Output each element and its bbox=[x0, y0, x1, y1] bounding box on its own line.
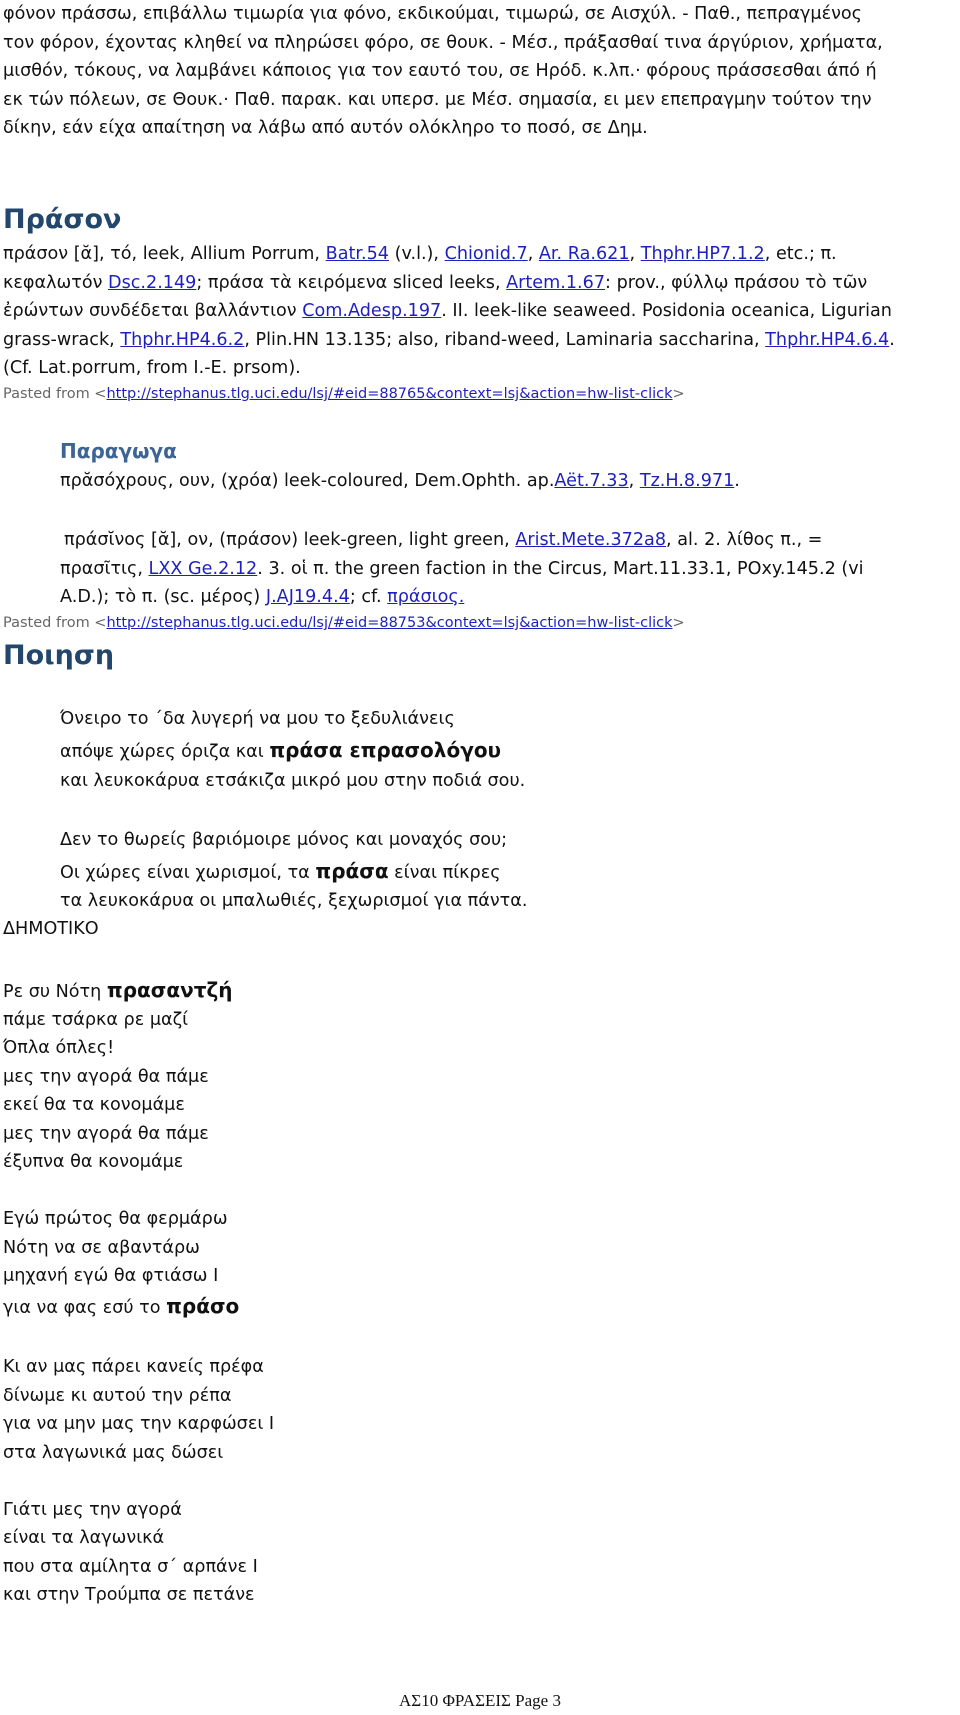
poem-line bbox=[60, 736, 501, 767]
song-line bbox=[3, 1292, 239, 1323]
prason-line-4 bbox=[3, 326, 895, 355]
song-line: πάμε τσάρκα ρε μαζί bbox=[3, 1010, 189, 1030]
heading-prason: Πράσον bbox=[3, 204, 122, 235]
prason-text: ; πράσα τὰ κειρόμενα sliced leeks, bbox=[196, 273, 507, 293]
ref-link[interactable]: Ar. Ra.621 bbox=[538, 244, 630, 264]
ref-link[interactable]: Thphr.HP4.6.4 bbox=[765, 330, 890, 350]
song-line: στα λαγωνικά μας δώσει bbox=[3, 1443, 224, 1463]
entry-text: , al. 2. λίθος π., = bbox=[666, 530, 823, 550]
ref-link[interactable]: Arist.Mete.372a8 bbox=[515, 530, 667, 550]
prason-text: grass-wrack, bbox=[3, 330, 121, 350]
prason-line-5: (Cf. Lat.porrum, from I.-E. prsom). bbox=[3, 358, 301, 378]
song-line: που στα αμίλητα σ΄ αρπάνε Ι bbox=[3, 1557, 258, 1577]
intro-line-1: φόνον πράσσω, επιβάλλω τιμωρία για φόνο, εκδικούμαι, τιμωρώ, σε Αισχύλ. - Παθ., πεπραγμένος bbox=[3, 4, 863, 24]
prason-text: . bbox=[889, 330, 895, 350]
song-line: έξυπνα θα κονομάμε bbox=[3, 1152, 184, 1172]
entry-text: πράσῐνος [ᾰ], ον, (πράσον) leek-green, light green, bbox=[64, 530, 516, 550]
prason-text: ἐρώντων συνδέδεται βαλλάντιον bbox=[3, 301, 303, 321]
song-emphasis: πράσο bbox=[166, 1294, 240, 1318]
song-line: εκεί θα τα κονομάμε bbox=[3, 1095, 185, 1115]
song-line: Όπλα όπλες! bbox=[3, 1038, 115, 1058]
song-line: και στην Τρούμπα σε πετάνε bbox=[3, 1585, 255, 1605]
poem-line: Όνειρο το ΄δα λυγερή να μου το ξεδυλιάνεις bbox=[60, 709, 455, 729]
page-footer: ΑΣ10 ΦΡΑΣΕΙΣ Page 3 bbox=[399, 1691, 561, 1710]
ref-link[interactable]: Com.Adesp.197 bbox=[302, 301, 442, 321]
song-line: Γιάτι μες την αγορά bbox=[3, 1500, 182, 1520]
prason-text: κεφαλωτόν bbox=[3, 273, 109, 293]
poem-line bbox=[60, 857, 501, 888]
ref-link[interactable]: Chionid.7 bbox=[444, 244, 528, 264]
prason-line-3 bbox=[3, 297, 892, 326]
paragoga-entry-2-line-2 bbox=[60, 555, 864, 584]
intro-line-4: εκ τών πόλεων, σε Θουκ.· Παθ. παρακ. και υπερσ. με Μέσ. σημασία, ει μεν επεπραγμην τούτον την bbox=[3, 90, 872, 110]
source-url-link[interactable]: http://stephanus.tlg.uci.edu/lsj/#eid=88753&context=lsj&action=hw-list-click bbox=[106, 615, 673, 631]
poem-line: και λευκοκάρυα ετσάκιζα μικρό μου στην ποδιά σου. bbox=[60, 771, 526, 791]
prason-text: , bbox=[527, 244, 539, 264]
entry-text: ; cf. bbox=[349, 587, 388, 607]
ref-link[interactable]: Dsc.2.149 bbox=[108, 273, 197, 293]
poem-line: τα λευκοκάρυα οι μπαλωθιές, ξεχωρισμοί για πάντα. bbox=[60, 891, 528, 911]
song-text: Ρε συ Νότη bbox=[3, 982, 107, 1002]
poem-text: απόψε χώρες όριζα και bbox=[60, 742, 270, 762]
ref-link[interactable]: Thphr.HP7.1.2 bbox=[640, 244, 765, 264]
poem-text: είναι πίκρες bbox=[388, 863, 501, 883]
prason-text: , bbox=[629, 244, 641, 264]
ref-link[interactable]: Aët.7.33 bbox=[554, 471, 629, 491]
prason-text: (v.l.), bbox=[388, 244, 445, 264]
poem-text: Οι χώρες είναι χωρισμοί, τα bbox=[60, 863, 316, 883]
prason-text: , Plin.HN 13.135; also, riband-weed, Laminaria saccharina, bbox=[244, 330, 766, 350]
song-text: για να φας εσύ το bbox=[3, 1298, 167, 1318]
song-line: μες την αγορά θα πάμε bbox=[3, 1067, 209, 1087]
entry-text: . bbox=[734, 471, 740, 491]
ref-link[interactable]: Batr.54 bbox=[325, 244, 389, 264]
intro-line-3: μισθόν, τόκους, να λαμβάνει κάποιος για τον εαυτό του, σε Ηρόδ. κ.λπ.· φόρους πράσσεσθαι άπό ή bbox=[3, 61, 877, 81]
pasted-suffix: > bbox=[672, 386, 685, 402]
prason-text: , etc.; π. bbox=[764, 244, 837, 264]
heading-paragoga: Παραγωγα bbox=[60, 439, 177, 463]
ref-link[interactable]: J.AJ19.4.4 bbox=[265, 587, 350, 607]
entry-text: . 3. οἱ π. the green faction in the Circus, Mart.11.33.1, POxy.145.2 (vi bbox=[257, 559, 864, 579]
prason-text: . II. leek-like seaweed. Posidonia oceanica, Ligurian bbox=[441, 301, 892, 321]
heading-poiisi: Ποιηση bbox=[3, 640, 115, 671]
song-line: δίνωμε κι αυτού την ρέπα bbox=[3, 1386, 232, 1406]
poem-line: Δεν το θωρείς βαριόμοιρε μόνος και μοναχός σου; bbox=[60, 830, 508, 850]
song-line: Κι αν μας πάρει κανείς πρέφα bbox=[3, 1357, 264, 1377]
song-emphasis: πρασαντζή bbox=[106, 978, 233, 1002]
song-line: Εγώ πρώτος θα φερμάρω bbox=[3, 1209, 228, 1229]
ref-link[interactable]: Artem.1.67 bbox=[506, 273, 606, 293]
source-url-link[interactable]: http://stephanus.tlg.uci.edu/lsj/#eid=88765&context=lsj&action=hw-list-click bbox=[106, 386, 673, 402]
song-line: Νότη να σε αβαντάρω bbox=[3, 1238, 200, 1258]
intro-line-5: δίκην, εάν είχα απαίτηση να λάβω από αυτόν ολόκληρο το ποσό, σε Δημ. bbox=[3, 118, 648, 138]
prason-text: πράσον [ᾰ], τό, leek, Allium Porrum, bbox=[3, 244, 326, 264]
prason-line-2 bbox=[3, 269, 867, 298]
prason-line-1 bbox=[3, 240, 837, 269]
poem-emphasis: πράσα bbox=[315, 859, 389, 883]
pasted-prefix: Pasted from < bbox=[3, 386, 107, 402]
entry-text: πρασῖτις, bbox=[60, 559, 149, 579]
entry-text: , bbox=[628, 471, 640, 491]
prason-text: : prov., φύλλῳ πράσου τὸ τῶν bbox=[605, 273, 868, 293]
pasted-from-note bbox=[3, 384, 685, 404]
poem-source-label: ΔΗΜΟΤΙΚΟ bbox=[3, 919, 99, 939]
song-line: μες την αγορά θα πάμε bbox=[3, 1124, 209, 1144]
song-line: μηχανή εγώ θα φτιάσω Ι bbox=[3, 1266, 219, 1286]
paragoga-entry-2-line-1 bbox=[64, 526, 822, 555]
paragoga-entry-2-line-3 bbox=[60, 583, 464, 612]
pasted-prefix: Pasted from < bbox=[3, 615, 107, 631]
pasted-suffix: > bbox=[672, 615, 685, 631]
song-line: για να μην μας την καρφώσει Ι bbox=[3, 1414, 275, 1434]
entry-text: πρᾰσόχρους, ουν, (χρόα) leek-coloured, Dem.Ophth. ap. bbox=[60, 471, 555, 491]
poem-emphasis: πράσα επρασολόγου bbox=[269, 738, 502, 762]
intro-line-2: τον φόρον, έχοντας κληθεί να πληρώσει φόρο, σε θουκ. - Μέσ., πράξασθαί τινα άργύριον, χρήματα, bbox=[3, 33, 883, 53]
pasted-from-note bbox=[3, 613, 685, 633]
ref-link[interactable]: LXX Ge.2.12 bbox=[148, 559, 258, 579]
ref-link[interactable]: Thphr.HP4.6.2 bbox=[120, 330, 245, 350]
song-line: είναι τα λαγωνικά bbox=[3, 1528, 165, 1548]
entry-text: A.D.); τὸ π. (sc. μέρος) bbox=[60, 587, 266, 607]
ref-link[interactable]: πράσιος. bbox=[387, 587, 465, 607]
ref-link[interactable]: Tz.H.8.971 bbox=[639, 471, 735, 491]
paragoga-entry-1 bbox=[60, 467, 740, 496]
song-line bbox=[3, 976, 233, 1007]
